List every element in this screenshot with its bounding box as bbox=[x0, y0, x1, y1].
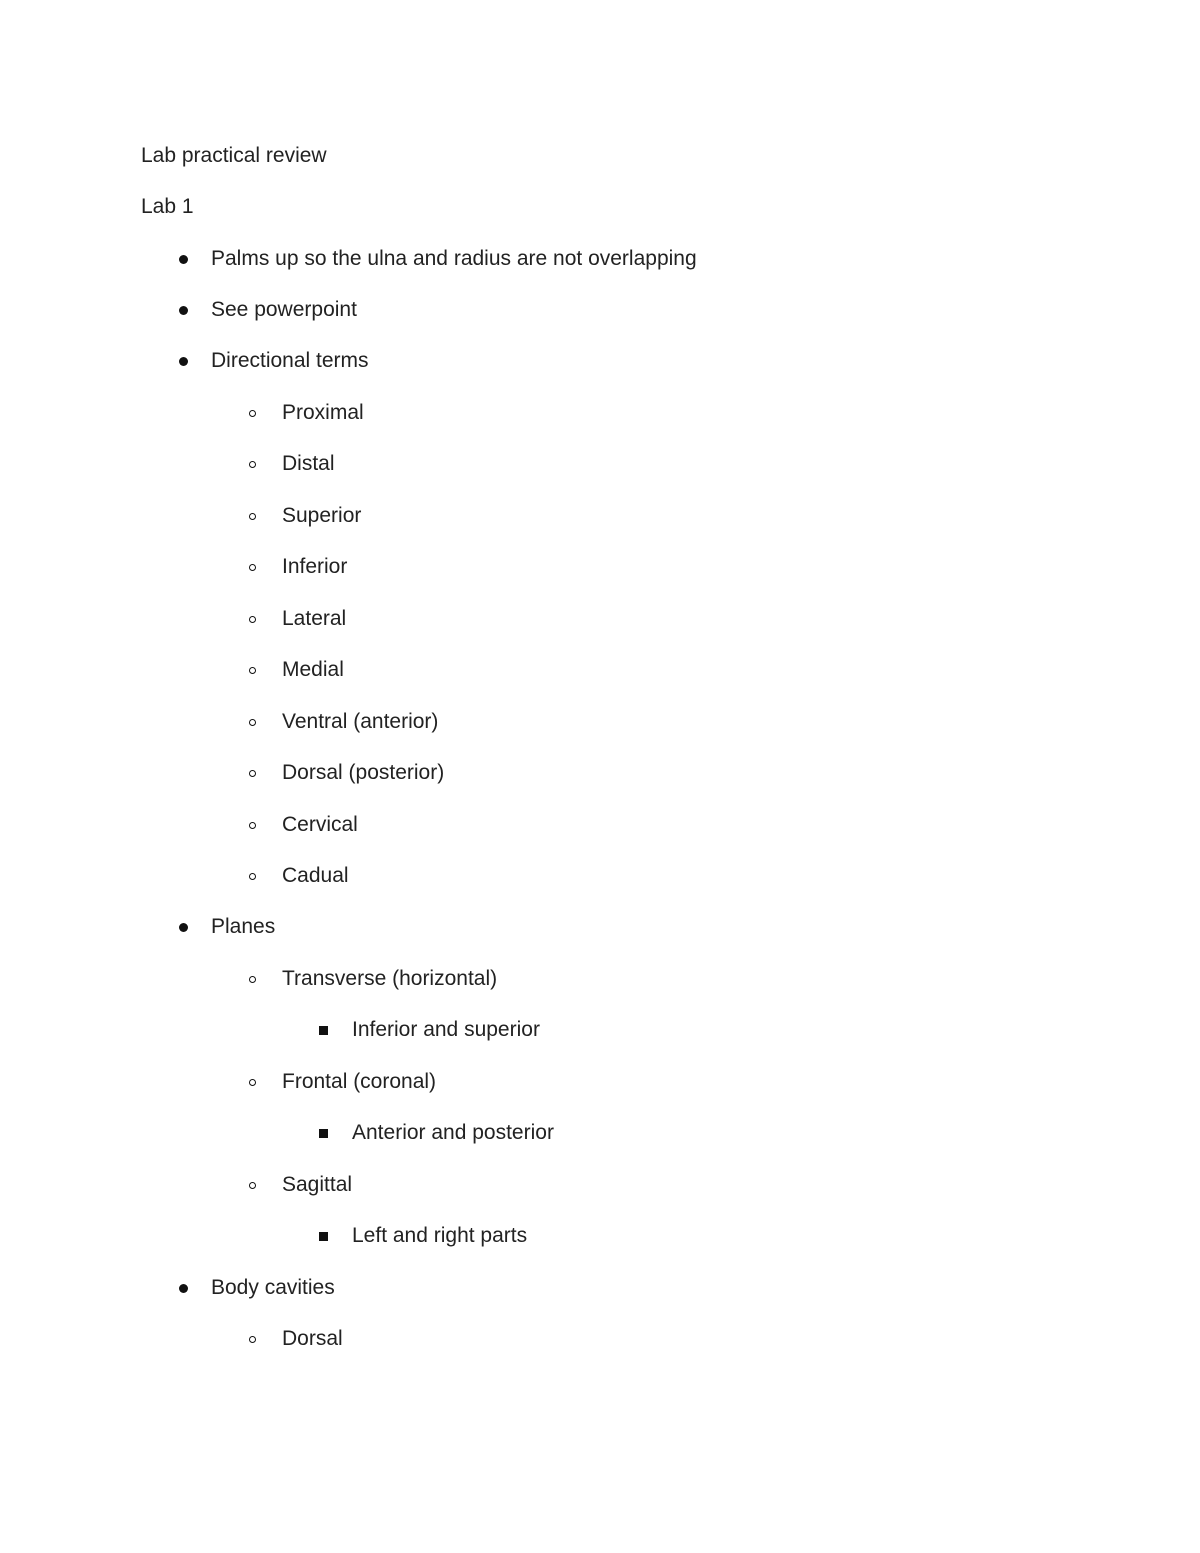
bullet-disc-icon bbox=[179, 923, 188, 932]
bullet-disc-icon bbox=[179, 357, 188, 366]
bullet-square-icon bbox=[319, 1026, 328, 1035]
bullet-circle-icon bbox=[249, 1182, 256, 1189]
bullet-square-icon bbox=[319, 1129, 328, 1138]
bullet-circle-icon bbox=[249, 770, 256, 777]
bullet-circle-icon bbox=[249, 719, 256, 726]
bullet-disc-icon bbox=[179, 306, 188, 315]
bullet-circle-icon bbox=[249, 667, 256, 674]
bullet-circle-icon bbox=[249, 410, 256, 417]
bullet-disc-icon bbox=[179, 255, 188, 264]
bullet-disc-icon bbox=[179, 1284, 188, 1293]
bullet-circle-icon bbox=[249, 822, 256, 829]
bullet-circle-icon bbox=[249, 976, 256, 983]
bullet-circle-icon bbox=[249, 461, 256, 468]
bullet-circle-icon bbox=[249, 873, 256, 880]
bullet-circle-icon bbox=[249, 564, 256, 571]
bullet-circle-icon bbox=[249, 513, 256, 520]
bullet-circle-icon bbox=[249, 1079, 256, 1086]
bullet-circle-icon bbox=[249, 616, 256, 623]
bullet-circle-icon bbox=[249, 1336, 256, 1343]
bullet-square-icon bbox=[319, 1232, 328, 1241]
document-page: Lab practical review Lab 1 Palms up so the ulna and radius are not overlapping See powerpoint Directional terms Proximal Distal Superior Inferior Lateral Medial Ventral (anterior) Dorsal (posterior) Cervical Cadual Planes Transverse (horizontal) Inferior and superior Frontal (coronal) Anterior and posterior Sagittal Left and right parts Body cavities Dorsal bbox=[0, 0, 1200, 1553]
